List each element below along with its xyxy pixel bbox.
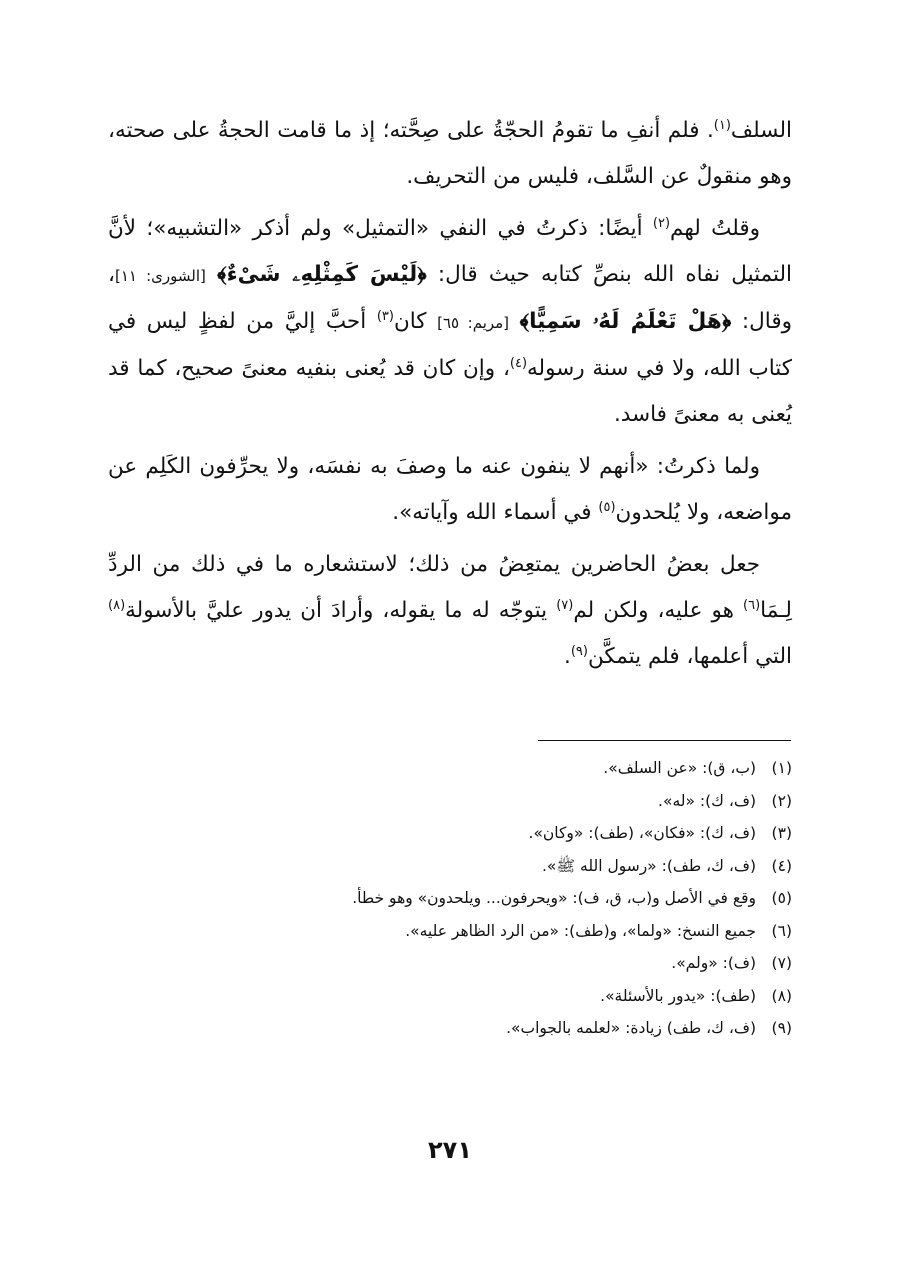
quran-verse-1: ﴿لَيْسَ كَمِثْلِهِۦ شَىْءٌ﴾ [217, 262, 427, 287]
footnote-4 [108, 850, 792, 883]
p2-text-b: أيضًا: ذكرتُ في النفي «التمثيل» ولم أذكر «التشبيه»؛ لأنَّ التمثيل نفاه الله بنصِّ كتابه حيث قال: [108, 216, 792, 287]
p3-text-a: ولما ذكرتُ: «أنهم لا ينفون عنه ما وصفَ به نفسَه، ولا يحرِّفون الكَلِم عن مواضعه، ولا يُلحدون [108, 454, 792, 525]
p1-text-b: . فلم أنفِ ما تقومُ الحجّةُ على صِحَّته؛ إذ ما قامت الحجةُ على صحته، وهو منقولٌ عن السَّلف، فليس من التحريف. [108, 118, 792, 189]
footnote-text: (ف): «ولم». [671, 954, 756, 972]
footnote-number: (٣) [771, 824, 792, 842]
footnote-text: (ف، ك، طف) زيادة: «لعلمه بالجواب». [506, 1019, 756, 1037]
footnote-9 [108, 1012, 792, 1045]
p2-text-c: ، وقال: [108, 262, 792, 334]
paragraph-1 [108, 108, 792, 200]
footnote-number: (١) [771, 759, 792, 777]
page-number: ٢٧١ [428, 1136, 472, 1164]
footnote-number: (٢) [771, 791, 792, 810]
paragraph-3 [108, 444, 792, 536]
footnote-text: وقع في الأصل و(ب، ق، ف): «ويحرفون... ويلحدون» وهو خطأ. [352, 889, 756, 907]
p4-text-b: هو عليه، ولكن لم [573, 598, 744, 623]
footnote-ref-8[interactable]: (٨) [108, 597, 126, 613]
p4-text-e: . [563, 644, 571, 669]
verse-reference-2: [مريم: ٦٥] [437, 314, 510, 332]
footnote-number: (٨) [771, 986, 792, 1005]
p4-text-d: التي أعلمها، فلم يتمكَّن [587, 644, 792, 669]
footnote-number: (٥) [771, 889, 792, 907]
footnote-number: (٦) [771, 921, 792, 940]
footnote-ref-9[interactable]: (٩) [570, 643, 588, 659]
footnote-number: (٧) [771, 954, 792, 972]
p2-text-d: كان [393, 309, 438, 334]
footnote-1 [108, 752, 792, 785]
footnote-text: (ب، ق): «عن السلف». [603, 759, 756, 777]
footnote-text: (ف، ك، طف): «رسول الله ﷺ». [541, 856, 756, 875]
paragraph-4 [108, 542, 792, 680]
p4-text-a: جعل بعضُ الحاضرين يمتعِضُ من ذلك؛ لاستشعاره ما في ذلك من الردِّ لِـمَا [108, 552, 792, 623]
footnote-text: جميع النسخ: «ولما»، و(طف): «من الرد الظاهر عليه». [405, 921, 756, 940]
footnote-7 [108, 947, 792, 980]
p4-text-c: يتوجّه له ما يقوله، وأرادَ أن يدور عليَّ بالأسولة [125, 598, 557, 623]
footnote-text: (ف، ك): «له». [658, 791, 756, 810]
p2-text-e: أحبَّ إليَّ من لفظٍ ليس في كتاب الله، ولا في سنة رسوله [108, 309, 793, 381]
footnote-6 [108, 915, 792, 948]
footnote-3 [108, 817, 792, 850]
footnote-ref-4[interactable]: (٤) [509, 355, 528, 371]
p1-text-a: السلف [730, 118, 792, 143]
p2-text-a: وقلتُ لهم [670, 216, 760, 241]
footnote-5 [108, 882, 792, 915]
footnote-ref-7[interactable]: (٧) [556, 597, 574, 613]
p2-text-f: ، وإن كان قد يُعنى بنفيه معنىً صحيح، كما قد يُعنى به معنىً فاسد. [108, 356, 792, 427]
footnotes [108, 752, 792, 1045]
footnote-ref-1[interactable]: (١) [713, 117, 731, 133]
footnote-number: (٩) [771, 1019, 792, 1037]
footnote-ref-2[interactable]: (٢) [652, 215, 671, 231]
footnote-divider [538, 740, 791, 741]
footnote-2 [108, 785, 792, 818]
footnote-ref-3[interactable]: (٣) [376, 308, 394, 324]
footnote-number: (٤) [771, 856, 792, 875]
footnote-ref-5[interactable]: (٥) [598, 499, 616, 515]
footnote-ref-6[interactable]: (٦) [743, 597, 761, 613]
footnote-text: (ف، ك): «فكان»، (طف): «وكان». [528, 824, 756, 842]
verse-reference-1: [الشورى: ١١] [114, 267, 206, 285]
main-text [108, 108, 792, 686]
paragraph-2 [108, 206, 792, 438]
p3-text-b: في أسماء الله وآياته». [392, 500, 599, 525]
quran-verse-2: ﴿هَلْ تَعْلَمُ لَهُۥ سَمِيًّا﴾ [519, 309, 732, 334]
footnote-8 [108, 980, 792, 1013]
footnote-text: (طف): «يدور بالأسئلة». [600, 986, 756, 1005]
